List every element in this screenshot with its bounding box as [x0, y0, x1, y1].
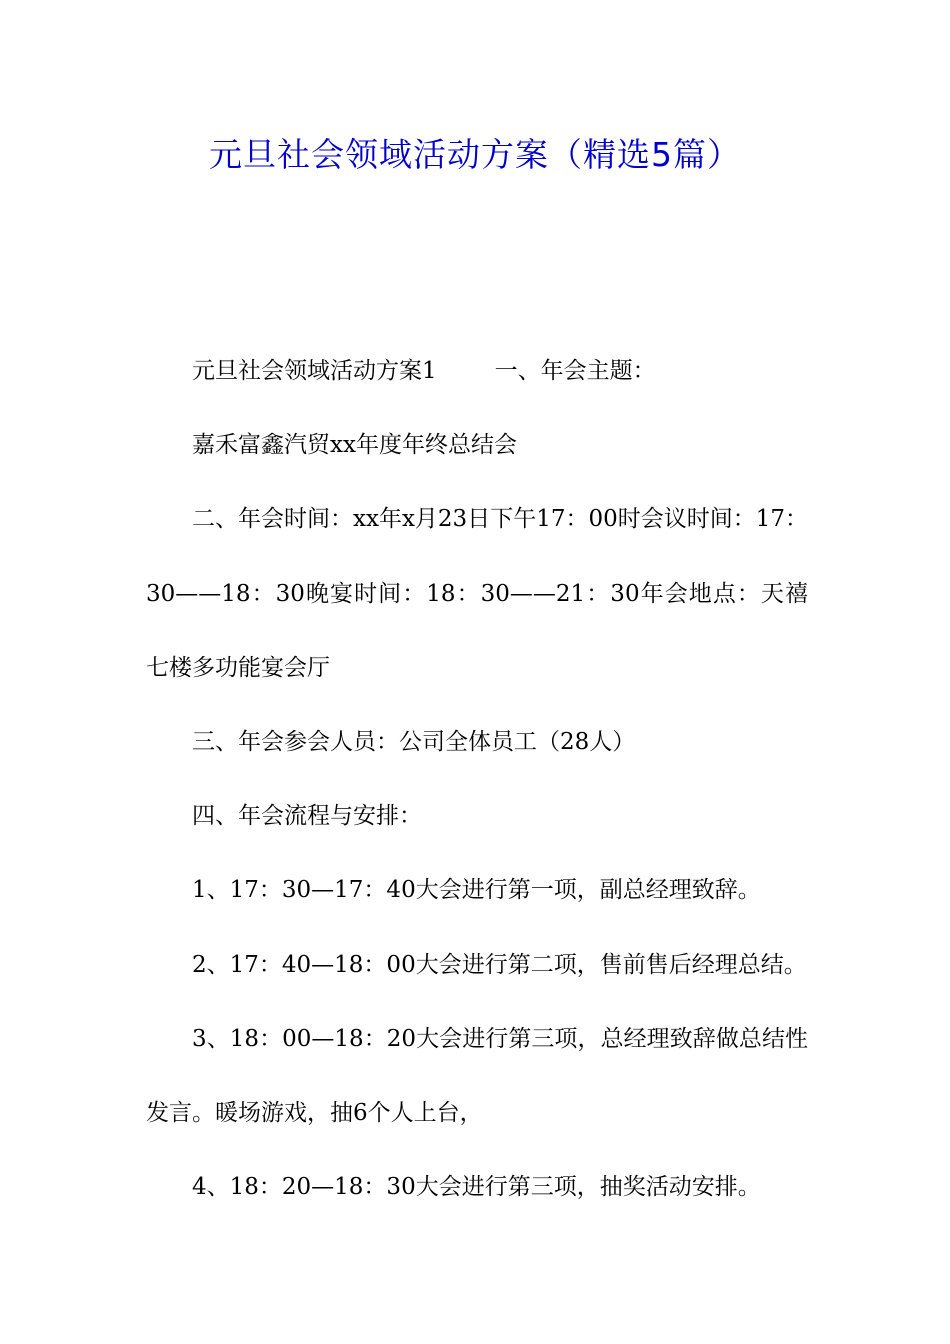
paragraph-attendees: 三、年会参会人员：公司全体员工（28人） [192, 729, 636, 756]
paragraph-flow-item-3: 3、18：00—18：20大会进行第三项，总经理致辞做总结性发言。暖场游戏，抽6个人上台， [146, 1025, 808, 1127]
document-title: 元旦社会领域活动方案（精选5篇） [209, 135, 741, 174]
paragraph-flow-item-2: 2、17：40—18：00大会进行第二项，售前售后经理总结。 [192, 951, 807, 978]
paragraph-flow-item-1: 1、17：30—17：40大会进行第一项，副总经理致辞。 [192, 877, 761, 904]
section-heading: 元旦社会领域活动方案1 [192, 358, 437, 384]
theme-heading: 一、年会主题： [494, 358, 656, 384]
document-body [146, 334, 808, 1224]
paragraph-flow-heading: 四、年会流程与安排： [192, 803, 422, 830]
paragraph-flow-item-4: 4、18：20—18：30大会进行第三项，抽奖活动安排。 [192, 1174, 761, 1201]
paragraph-time: 二、年会时间：xx年x月23日下午17：00时会议时间：17：30——18：30晚宴时间：18：30——21：30年会地点：天禧七楼多功能宴会厅 [146, 506, 808, 681]
paragraph-theme: 嘉禾富鑫汽贸xx年度年终总结会 [192, 432, 517, 459]
paragraph-intro [146, 334, 808, 408]
